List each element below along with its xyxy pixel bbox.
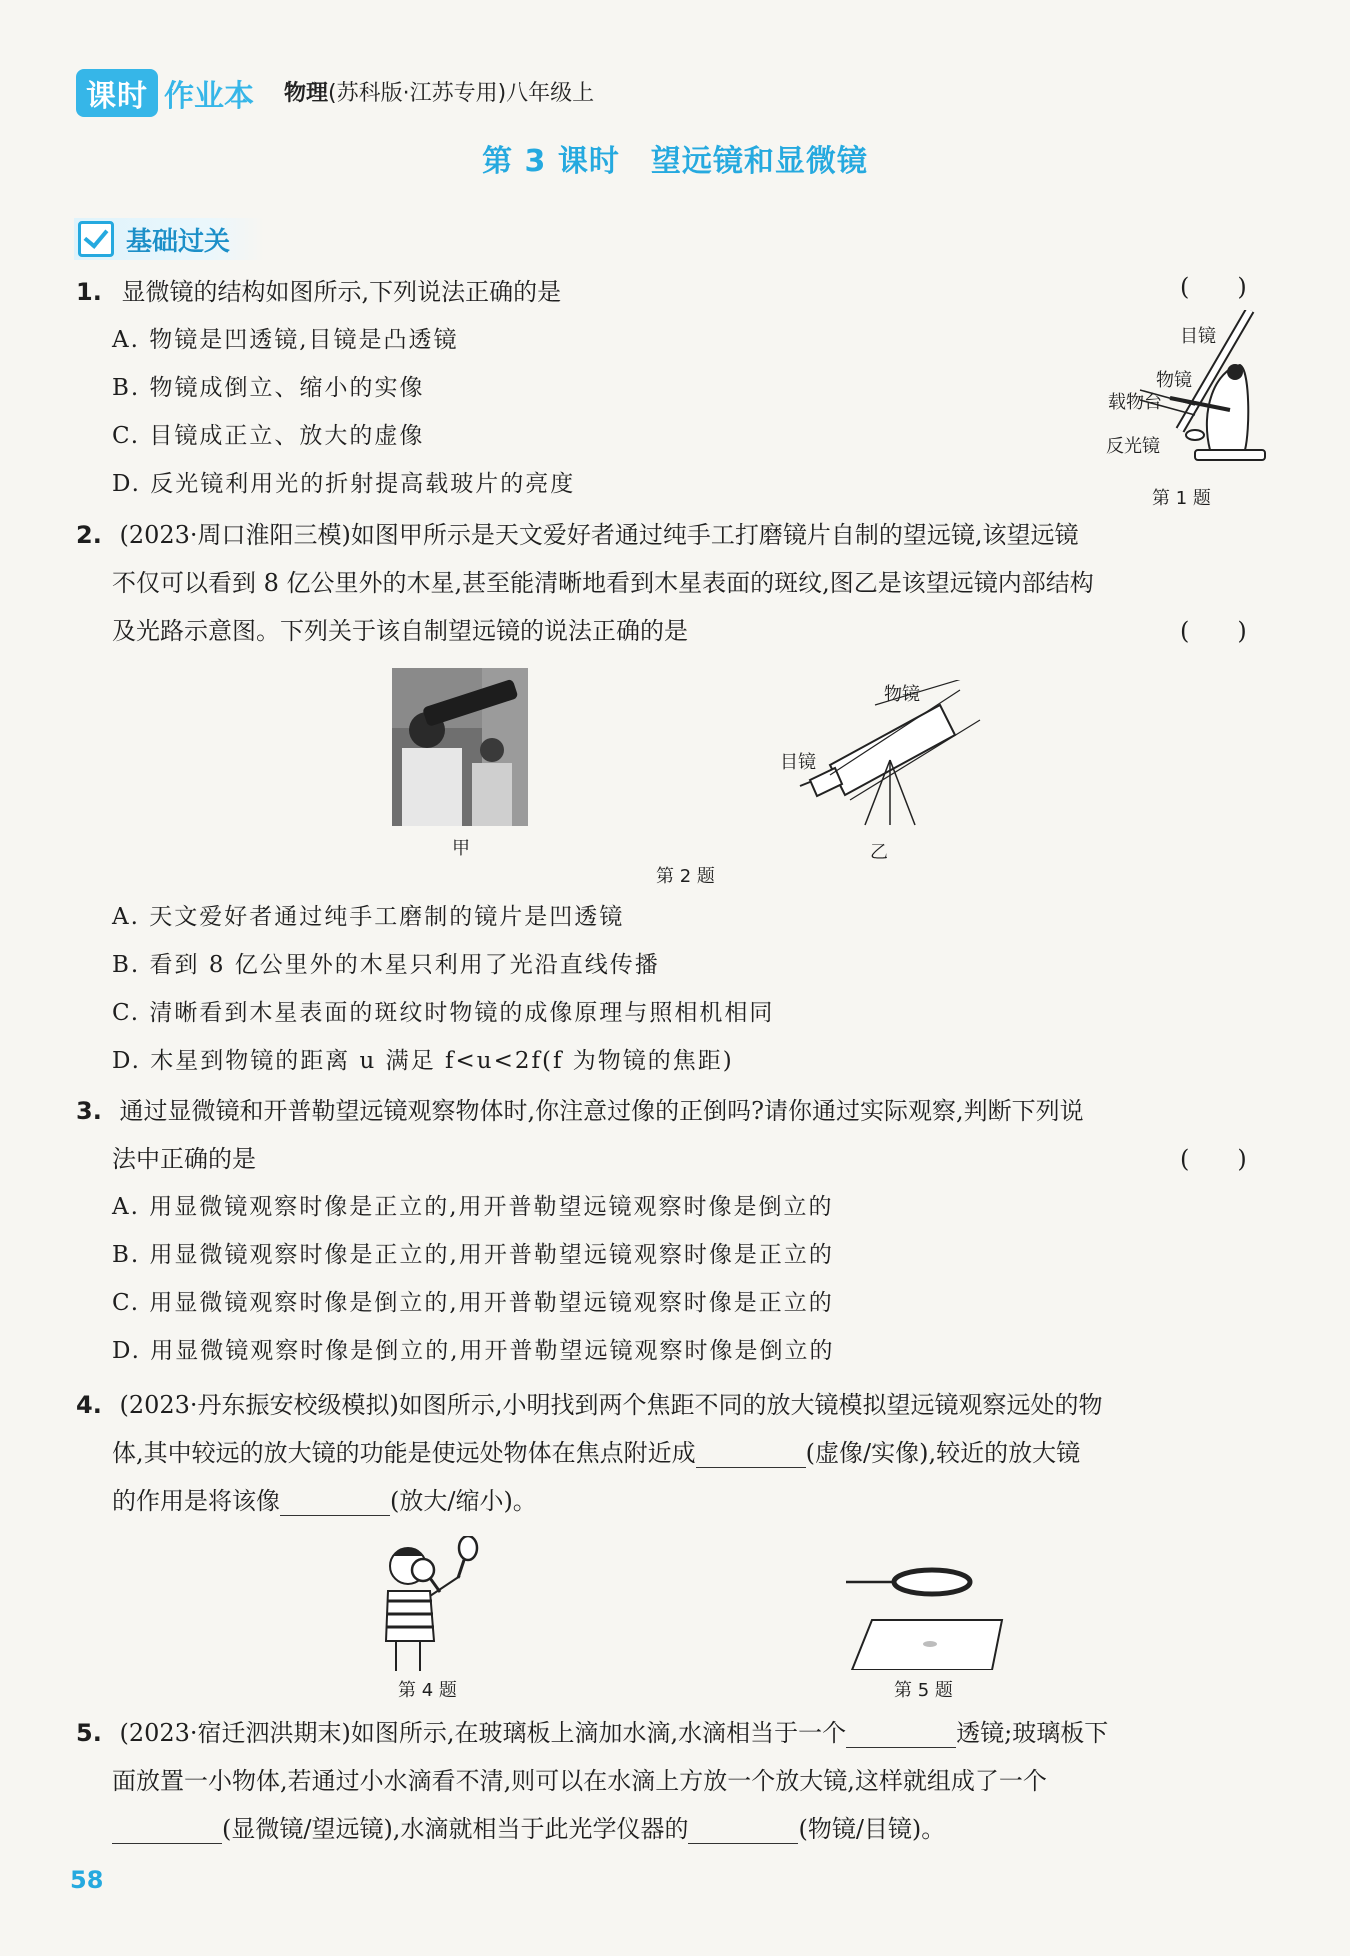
q2-paren: ( ): [1180, 617, 1247, 645]
q5-blank-3[interactable]: [688, 1819, 798, 1844]
q4-caption: 第 4 题: [398, 1680, 457, 1701]
brand-zuoyeben: 作业本: [164, 79, 254, 114]
q4-line3b: (放大/缩小)。: [390, 1487, 537, 1515]
q2-fig-jia: 甲: [452, 838, 470, 859]
brand-ke: 课时: [76, 69, 158, 117]
q1-option-a: A. 物镜是凹透镜,目镜是凸透镜: [112, 327, 459, 353]
q4-line1: [76, 1390, 1103, 1420]
q2-number: 2.: [76, 521, 102, 549]
page-number: 58: [70, 1866, 104, 1894]
boy-magnifier-figure: [368, 1536, 488, 1676]
q1-stem-text: 显微镜的结构如图所示,下列说法正确的是: [121, 278, 562, 306]
q3-option-d: D. 用显微镜观察时像是倒立的,用开普勒望远镜观察时像是倒立的: [112, 1338, 835, 1364]
q1-label-stage: 载物台: [1108, 392, 1162, 413]
q4-line3a: 的作用是将该像: [112, 1487, 280, 1515]
q1-option-d: D. 反光镜利用光的折射提高载玻片的亮度: [112, 471, 576, 497]
q5-line3: [112, 1814, 945, 1844]
q4-blank-1[interactable]: [696, 1443, 806, 1468]
q1-option-b: B. 物镜成倒立、缩小的实像: [112, 375, 425, 401]
subject-line: [284, 76, 594, 107]
q2-option-a: A. 天文爱好者通过纯手工磨制的镜片是凹透镜: [112, 904, 625, 930]
brand-logo: [76, 70, 254, 116]
section-label: 基础过关: [126, 226, 231, 257]
q3-line1: 通过显微镜和开普勒望远镜观察物体时,你注意过像的正倒吗?请你通过实际观察,判断下列说: [119, 1097, 1084, 1125]
q4-line2a: 体,其中较远的放大镜的功能是使远处物体在焦点附近成: [112, 1439, 696, 1467]
q1-stem: [76, 277, 561, 307]
q2-label-eyepiece: 目镜: [780, 752, 816, 773]
q5-caption: 第 5 题: [894, 1680, 953, 1701]
q2-option-b: B. 看到 8 亿公里外的木星只利用了光沿直线传播: [112, 952, 660, 978]
q3-option-c: C. 用显微镜观察时像是倒立的,用开普勒望远镜观察时像是正立的: [112, 1290, 834, 1316]
q1-label-mirror: 反光镜: [1106, 436, 1160, 457]
q4-line1-text: (2023·丹东振安校级模拟)如图所示,小明找到两个焦距不同的放大镜模拟望远镜观察远处的物: [119, 1391, 1103, 1419]
q4-blank-2[interactable]: [280, 1491, 390, 1516]
q5-line1b: 透镜;玻璃板下: [956, 1719, 1109, 1747]
edition: (苏科版·江苏专用)八年级上: [328, 81, 595, 106]
q2-fig-yi: 乙: [870, 842, 888, 863]
q1-option-c: C. 目镜成正立、放大的虚像: [112, 423, 425, 449]
q5-blank-1[interactable]: [846, 1723, 956, 1748]
q2-line1: (2023·周口淮阳三模)如图甲所示是天文爱好者通过纯手工打磨镜片自制的望远镜,该望远镜: [119, 521, 1079, 549]
q1-paren: ( ): [1180, 273, 1247, 301]
lesson-title: 第 3 课时 望远镜和显微镜: [482, 144, 868, 179]
q5-blank-2[interactable]: [112, 1819, 222, 1844]
section-tag: [74, 218, 264, 260]
telescope-photo: [392, 668, 528, 826]
q2-line2: 不仅可以看到 8 亿公里外的木星,甚至能清晰地看到木星表面的斑纹,图乙是该望远镜内部结构: [112, 569, 1094, 597]
q3-number: 3.: [76, 1097, 102, 1125]
q5-line3a: (显微镜/望远镜),水滴就相当于此光学仪器的: [222, 1815, 689, 1843]
q4-number: 4.: [76, 1391, 102, 1419]
q2-caption: 第 2 题: [656, 866, 715, 887]
checkbox-icon: [78, 221, 114, 257]
q3-option-a: A. 用显微镜观察时像是正立的,用开普勒望远镜观察时像是倒立的: [112, 1194, 834, 1220]
q2-stem-line1: [76, 520, 1079, 550]
q2-line3: 及光路示意图。下列关于该自制望远镜的说法正确的是: [112, 617, 688, 645]
q2-label-objective: 物镜: [884, 684, 920, 705]
q1-label-eyepiece: 目镜: [1180, 326, 1216, 347]
q5-line2: 面放置一小物体,若通过小水滴看不清,则可以在水滴上方放一个放大镜,这样就组成了一个: [112, 1767, 1047, 1795]
q5-line3b: (物镜/目镜)。: [798, 1815, 946, 1843]
q5-number: 5.: [76, 1719, 102, 1747]
water-drop-figure: [842, 1550, 1012, 1670]
q3-line2: 法中正确的是: [112, 1145, 256, 1173]
q4-line2: [112, 1438, 1080, 1468]
q2-option-d: D. 木星到物镜的距离 u 满足 f<u<2f(f 为物镜的焦距): [112, 1048, 734, 1074]
subject-name: 物理: [284, 81, 329, 106]
q1-label-objective: 物镜: [1156, 370, 1192, 391]
q3-paren: ( ): [1180, 1145, 1247, 1173]
q2-option-c: C. 清晰看到木星表面的斑纹时物镜的成像原理与照相机相同: [112, 1000, 775, 1026]
q4-line2b: (虚像/实像),较近的放大镜: [805, 1439, 1081, 1467]
q3-stem-line1: [76, 1096, 1084, 1126]
q4-line3: [112, 1486, 537, 1516]
q5-line1a: (2023·宿迁泗洪期末)如图所示,在玻璃板上滴加水滴,水滴相当于一个: [119, 1719, 847, 1747]
q3-option-b: B. 用显微镜观察时像是正立的,用开普勒望远镜观察时像是正立的: [112, 1242, 834, 1268]
q1-number: 1.: [76, 278, 102, 306]
q1-caption: 第 1 题: [1152, 488, 1211, 509]
q5-line1: [76, 1718, 1108, 1748]
